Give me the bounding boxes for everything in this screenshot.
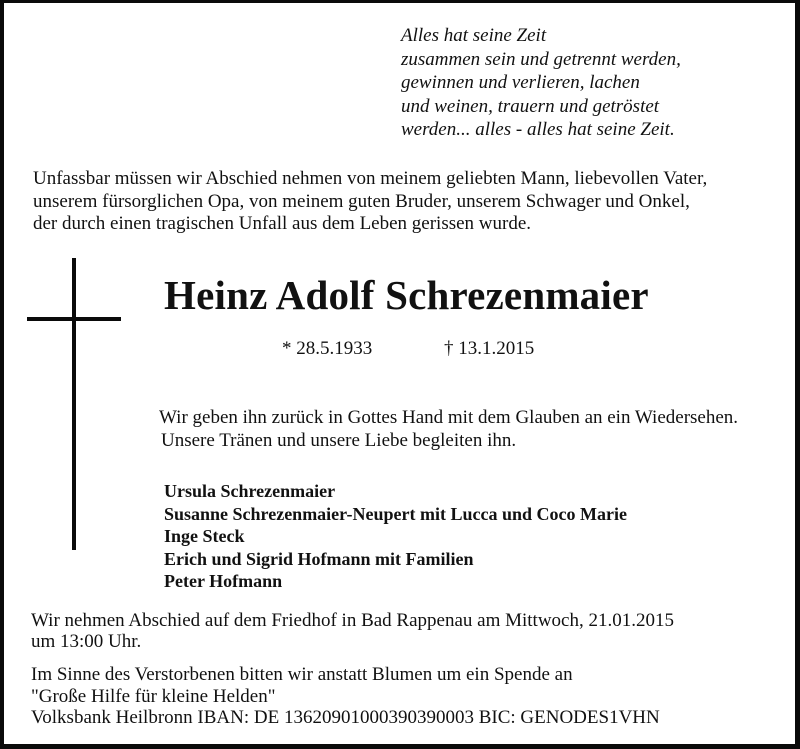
faith-statement (159, 407, 738, 452)
donation-bank-details: Volksbank Heilbronn IBAN: DE 13620901000390390003 BIC: GENODES1VHN (31, 707, 660, 728)
poem-line: zusammen sein und getrennt werden, (401, 48, 681, 70)
donation-notice (31, 664, 660, 729)
donation-line: Im Sinne des Verstorbenen bitten wir anstatt Blumen um ein Spende an (31, 664, 573, 685)
poem-verse (401, 24, 681, 142)
intro-paragraph (33, 168, 707, 236)
mourners-list (164, 480, 627, 593)
intro-line: Unfassbar müssen wir Abschied nehmen von meinem geliebten Mann, liebevollen Vater, (33, 168, 708, 189)
deceased-name: Heinz Adolf Schrezenmaier (164, 272, 649, 318)
faith-line: Unsere Tränen und unsere Liebe begleiten ihn. (161, 429, 517, 451)
mourner: Erich und Sigrid Hofmann mit Familien (164, 548, 474, 569)
intro-line: der durch einen tragischen Unfall aus dem Leben gerissen wurde. (33, 213, 532, 234)
mourner: Susanne Schrezenmaier-Neupert mit Lucca und Coco Marie (164, 503, 627, 524)
cross-vertical-bar (72, 258, 76, 550)
poem-line: und weinen, trauern und getröstet (401, 95, 660, 117)
birth-date: * 28.5.1933 (282, 338, 373, 359)
mourner: Inge Steck (164, 526, 245, 546)
intro-line: unserem fürsorglichen Opa, von meinem guten Bruder, unserem Schwager und Onkel, (33, 190, 690, 212)
funeral-line: Wir nehmen Abschied auf dem Friedhof in Bad Rappenau am Mittwoch, 21.01.2015 (31, 610, 674, 631)
mourner: Peter Hofmann (164, 571, 283, 591)
poem-line: Alles hat seine Zeit (401, 25, 547, 46)
death-date: † 13.1.2015 (444, 338, 535, 359)
funeral-notice (31, 610, 674, 652)
faith-line: Wir geben ihn zurück in Gottes Hand mit dem Glauben an ein Wiedersehen. (159, 407, 739, 428)
funeral-line: um 13:00 Uhr. (31, 631, 142, 652)
cross-horizontal-bar (27, 317, 121, 321)
donation-charity: "Große Hilfe für kleine Helden" (31, 685, 276, 707)
mourner: Ursula Schrezenmaier (164, 481, 336, 501)
poem-line: werden... alles - alles hat seine Zeit. (401, 119, 675, 140)
poem-line: gewinnen und verlieren, lachen (401, 72, 640, 93)
